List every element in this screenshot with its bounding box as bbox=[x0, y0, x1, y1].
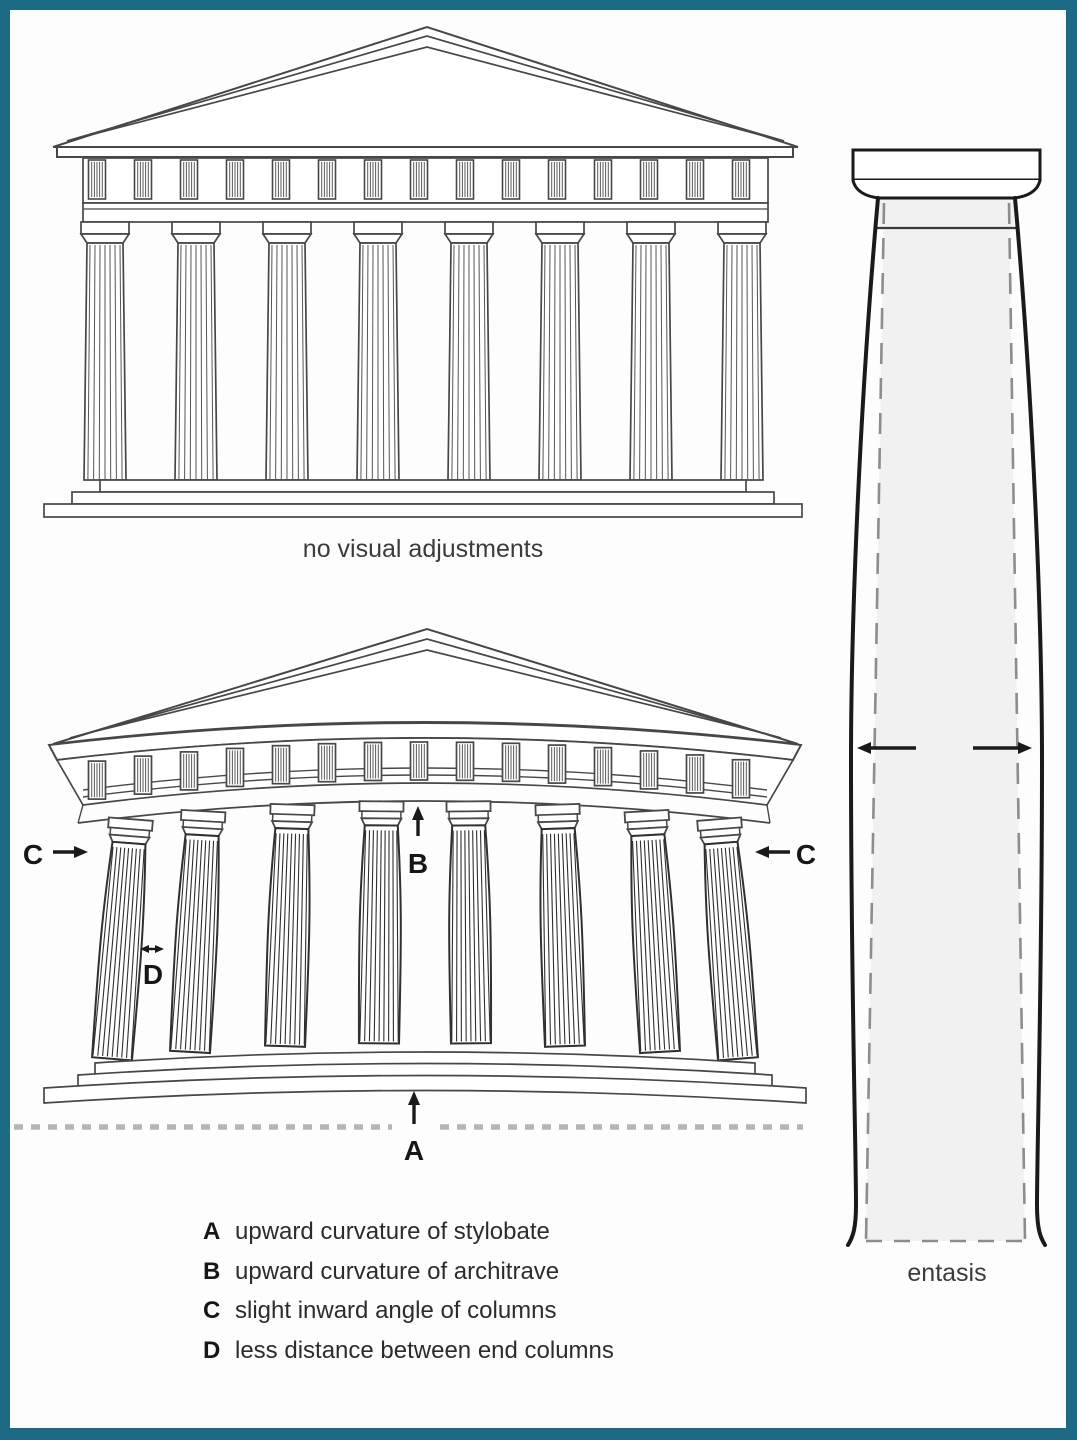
legend bbox=[203, 1212, 614, 1370]
legend-row-a bbox=[203, 1212, 614, 1252]
legend-text: upward curvature of stylobate bbox=[235, 1218, 550, 1245]
callout-letter-d: D bbox=[142, 959, 164, 990]
legend-letter: A bbox=[203, 1218, 221, 1245]
legend-text: less distance between end columns bbox=[235, 1336, 614, 1364]
caption-entasis: entasis bbox=[907, 1259, 987, 1287]
legend-text: slight inward angle of columns bbox=[235, 1297, 557, 1324]
temple-no-adjustments bbox=[44, 27, 802, 517]
legend-row-b bbox=[203, 1252, 614, 1292]
caption-no-visual-adjustments: no visual adjustments bbox=[302, 535, 544, 563]
entasis-column-figure bbox=[848, 150, 1045, 1245]
legend-text: upward curvature of architrave bbox=[235, 1257, 560, 1285]
legend-letter: D bbox=[203, 1336, 221, 1364]
legend-row-d bbox=[203, 1331, 614, 1371]
callout-letter-b: B bbox=[407, 848, 429, 879]
legend-letter: C bbox=[203, 1297, 221, 1324]
callout-letter-c-right: C bbox=[795, 839, 817, 870]
callout-letter-a: A bbox=[403, 1135, 425, 1166]
callout-letter-c-left: C bbox=[22, 839, 44, 870]
legend-letter: B bbox=[203, 1257, 221, 1285]
legend-row-c bbox=[203, 1291, 614, 1331]
